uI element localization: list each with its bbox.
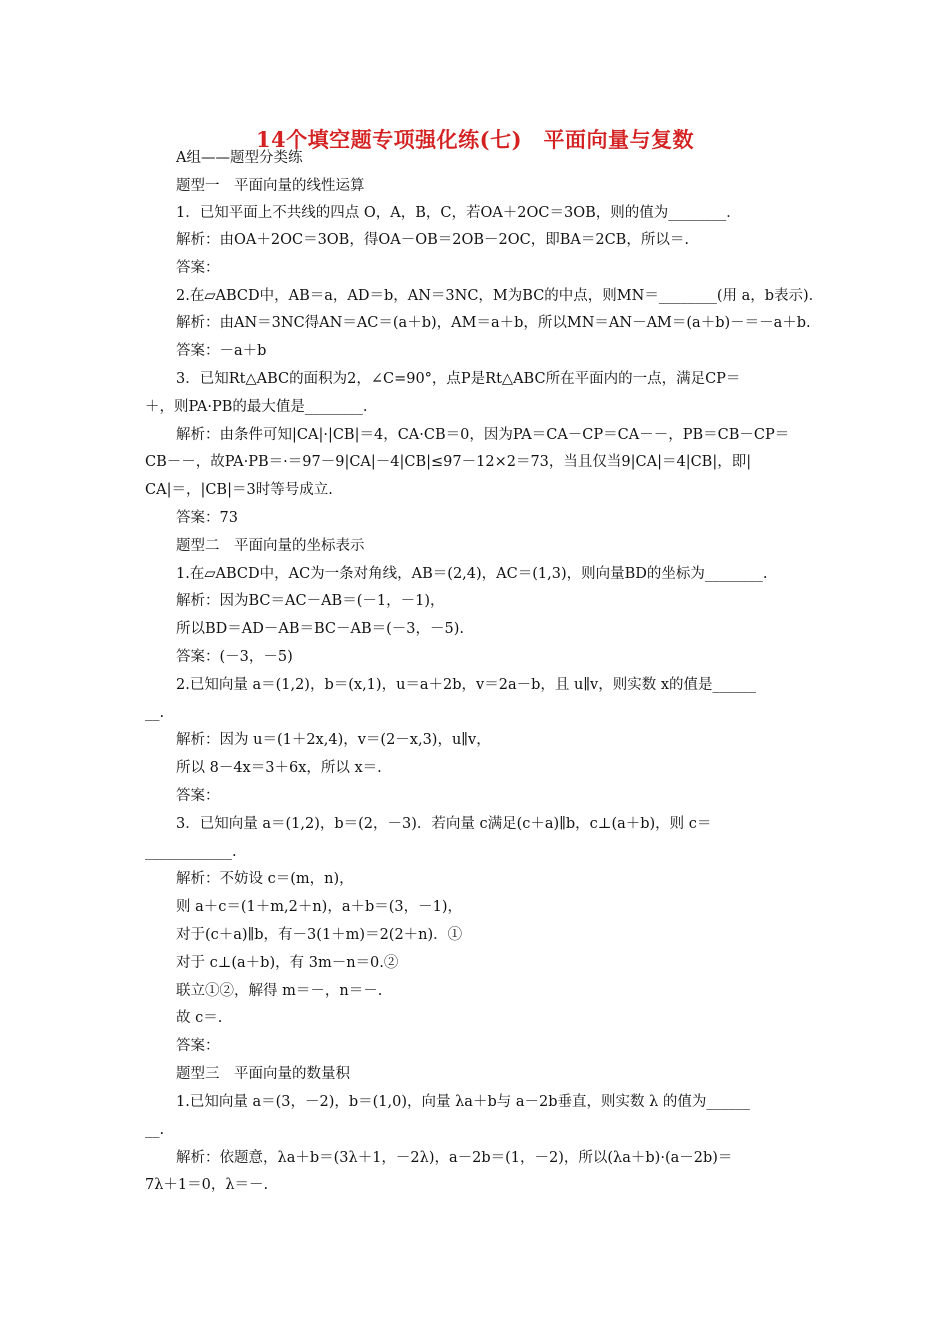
problem-text: 3．已知向量 a＝(1,2)，b＝(2，－3)．若向量 c满足(c＋a)∥b，c⊥(a＋b)，则 c＝ bbox=[176, 816, 712, 832]
solution-text: 解析：因为BC＝AC－AB＝(－1，－1)， bbox=[176, 593, 445, 609]
solution-text-continued: 7λ＋1＝0，λ＝－. bbox=[145, 1177, 269, 1193]
problem-text: 3．已知Rt△ABC的面积为2，∠C=90°，点P是Rt△ABC所在平面内的一点，满足CP＝ bbox=[176, 371, 741, 387]
problem-text: 1.在▱ABCD中，AC为一条对角线，AB＝(2,4)，AC＝(1,3)，则向量BD的坐标为________. bbox=[176, 566, 768, 582]
problem-text: 2.在▱ABCD中，AB＝a，AD＝b，AN＝3NC，M为BC的中点，则MN＝________(用 a，b表示)． bbox=[176, 288, 824, 304]
solution-text: 所以 8－4x＝3＋6x，所以 x＝. bbox=[176, 760, 382, 776]
section-heading-1: 题型一 平面向量的线性运算 bbox=[176, 178, 365, 194]
solution-text-continued: CA|＝，|CB|＝3时等号成立. bbox=[145, 482, 333, 498]
problem-text-continued: ＋，则PA·PB的最大值是________. bbox=[145, 399, 368, 415]
problem-text-continued: __. bbox=[145, 705, 165, 721]
solution-text: 所以BD＝AD－AB＝BC－AB＝(－3，－5). bbox=[176, 621, 465, 637]
document-title: 14个填空题专项强化练(七) 平面向量与复数 bbox=[255, 127, 695, 152]
solution-text: 解析：因为 u＝(1＋2x,4)，v＝(2－x,3)，u∥v， bbox=[176, 732, 491, 748]
answer-text: 答案： bbox=[176, 260, 220, 276]
solution-text: 故 c＝. bbox=[176, 1010, 223, 1026]
solution-text: 解析：依题意，λa＋b＝(3λ＋1，－2λ)，a－2b＝(1，－2)，所以(λa＋b)·(a－2b)＝ bbox=[176, 1150, 733, 1166]
problem-text-continued: ____________. bbox=[145, 844, 237, 860]
problem-text: 1．已知平面上不共线的四点 O，A，B，C，若OA＋2OC＝3OB，则的值为________． bbox=[176, 205, 741, 221]
solution-text-continued: CB－－，故PA·PB＝·＝97－9|CA|－4|CB|≤97－12×2＝73，当且仅当9|CA|＝4|CB|，即| bbox=[145, 454, 752, 470]
answer-text: 答案： bbox=[176, 1038, 220, 1054]
problem-text: 1.已知向量 a＝(3，－2)，b＝(1,0)，向量 λa＋b与 a－2b垂直，则实数 λ 的值为______ bbox=[176, 1094, 750, 1110]
answer-text: 答案： bbox=[176, 788, 220, 804]
group-heading: A组——题型分类练 bbox=[176, 150, 303, 166]
answer-text: 答案：73 bbox=[176, 510, 238, 526]
solution-text: 解析：不妨设 c＝(m，n)， bbox=[176, 871, 354, 887]
solution-text: 则 a＋c＝(1＋m,2＋n)，a＋b＝(3，－1)， bbox=[176, 899, 463, 915]
solution-text: 联立①②，解得 m＝－，n＝－. bbox=[176, 983, 383, 999]
section-heading-2: 题型二 平面向量的坐标表示 bbox=[176, 538, 365, 554]
problem-text-continued: __. bbox=[145, 1122, 165, 1138]
solution-text: 对于(c＋a)∥b，有－3(1＋m)＝2(2＋n)．① bbox=[176, 927, 463, 943]
answer-text: 答案：－a＋b bbox=[176, 343, 267, 359]
solution-text: 解析：由AN＝3NC得AN＝AC＝(a＋b)，AM＝a＋b，所以MN＝AN－AM＝(a＋b)－＝－a＋b. bbox=[176, 315, 811, 331]
solution-text: 对于 c⊥(a＋b)，有 3m－n＝0.② bbox=[176, 955, 399, 971]
problem-text: 2.已知向量 a＝(1,2)，b＝(x,1)，u＝a＋2b，v＝2a－b，且 u∥v，则实数 x的值是______ bbox=[176, 677, 757, 693]
solution-text: 解析：由OA＋2OC＝3OB，得OA－OB＝2OB－2OC，即BA＝2CB，所以＝. bbox=[176, 232, 689, 248]
solution-text: 解析：由条件可知|CA|·|CB|＝4，CA·CB＝0，因为PA＝CA－CP＝CA－－，PB＝CB－CP＝ bbox=[176, 427, 790, 443]
answer-text: 答案：(－3，－5) bbox=[176, 649, 293, 665]
section-heading-3: 题型三 平面向量的数量积 bbox=[176, 1066, 350, 1082]
